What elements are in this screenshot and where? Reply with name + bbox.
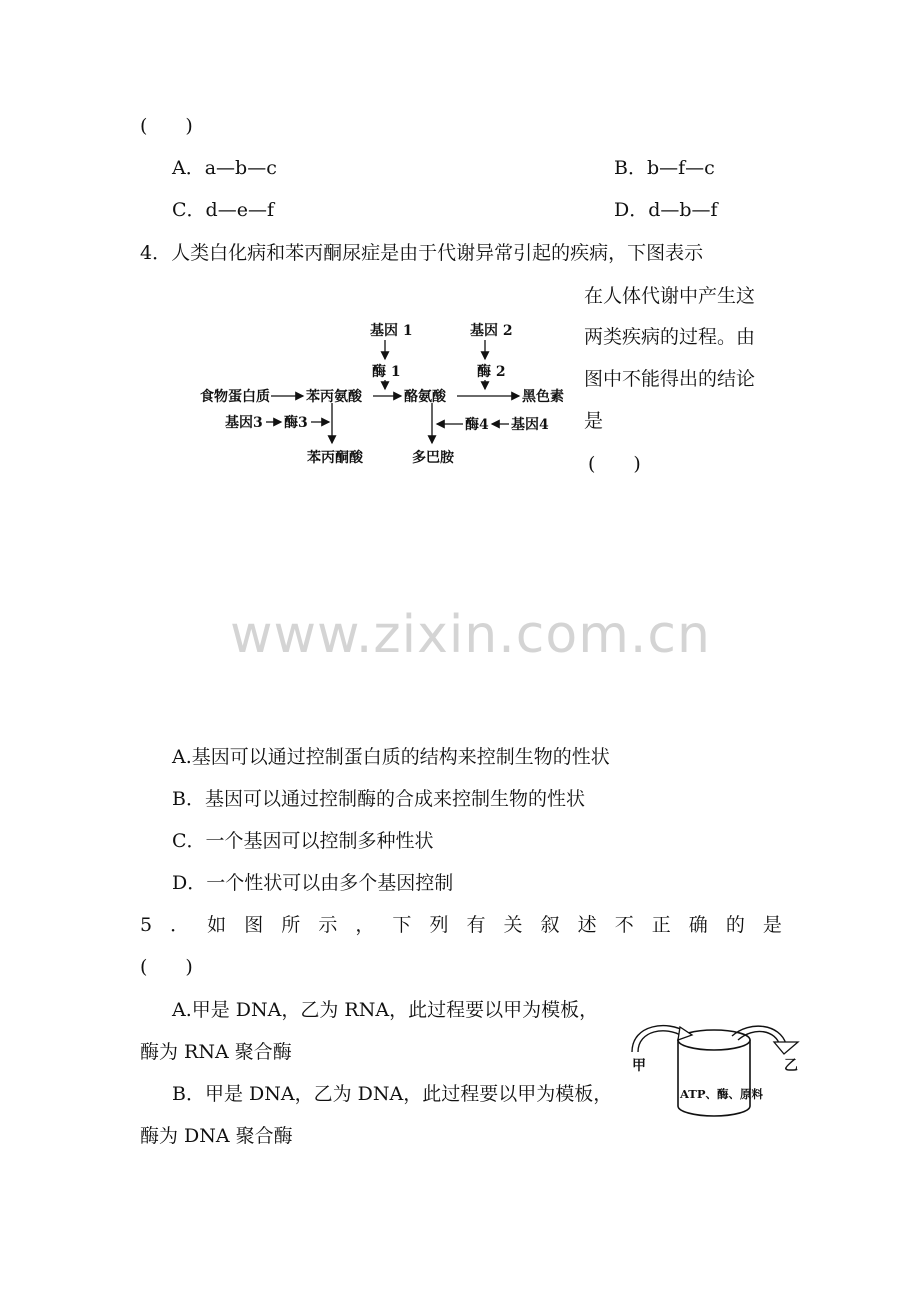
enzyme1-label: 酶 1: [372, 364, 401, 380]
q4-stem: 4．人类白化病和苯丙酮尿症是由于代谢异常引起的疾病，下图表示: [140, 242, 704, 264]
gene4-label: 基因4: [511, 417, 549, 433]
melanin-label: 黑色素: [522, 389, 564, 405]
q5-answer-bracket: ( ): [140, 956, 193, 978]
cylinder-body: [678, 1040, 750, 1116]
watermark: www.zixin.com.cn: [230, 605, 711, 665]
q5-option-a-line1: A.甲是 DNA，乙为 RNA，此过程要以甲为模板，: [172, 999, 599, 1021]
q4-side-line-4: 是: [584, 410, 604, 432]
food-protein-label: 食物蛋白质: [200, 389, 270, 405]
q3-option-a: A．a—b—c: [172, 157, 277, 179]
enzyme2-label: 酶 2: [477, 364, 506, 380]
dopamine-label: 多巴胺: [412, 450, 454, 466]
q4-option-a: A.基因可以通过控制蛋白质的结构来控制生物的性状: [172, 746, 610, 768]
q5-stem: 5 ． 如 图 所 示 ， 下 列 有 关 叙 述 不 正 确 的 是: [140, 914, 782, 936]
metabolism-diagram: [195, 315, 575, 475]
q3-option-d: D．d—b—f: [614, 199, 718, 221]
q5-option-b-line1: B．甲是 DNA，乙为 DNA，此过程要以甲为模板，: [172, 1083, 613, 1105]
gene3-label: 基因3: [225, 415, 263, 431]
q5-option-b-line2: 酶为 DNA 聚合酶: [140, 1125, 293, 1147]
jia-label: 甲: [632, 1058, 646, 1074]
phenylalanine-label: 苯丙氨酸: [306, 389, 362, 405]
cylinder-content-label: ATP、酶、原料: [680, 1087, 763, 1101]
q3-option-b: B．b—f—c: [614, 157, 715, 179]
q4-answer-bracket: ( ): [588, 453, 641, 475]
q3-answer-bracket: ( ): [140, 115, 193, 137]
replication-figure: [620, 1018, 810, 1133]
tyrosine-label: 酪氨酸: [404, 389, 446, 405]
q4-option-d: D．一个性状可以由多个基因控制: [172, 872, 454, 894]
gene1-label: 基因 1: [370, 323, 413, 339]
q4-side-line-2: 两类疾病的过程。由: [584, 326, 756, 348]
phenylpyruvate-label: 苯丙酮酸: [307, 450, 363, 466]
q4-side-line-1: 在人体代谢中产生这: [584, 285, 756, 307]
enzyme3-label: 酶3: [284, 415, 308, 431]
enzyme4-label: 酶4: [465, 417, 489, 433]
q4-option-b: B．基因可以通过控制酶的合成来控制生物的性状: [172, 788, 585, 810]
q5-option-a-line2: 酶为 RNA 聚合酶: [140, 1041, 292, 1063]
q3-option-c: C．d—e—f: [172, 199, 274, 221]
q4-option-c: C．一个基因可以控制多种性状: [172, 830, 434, 852]
q4-side-line-3: 图中不能得出的结论: [584, 368, 756, 390]
gene2-label: 基因 2: [470, 323, 513, 339]
yi-label: 乙: [784, 1058, 798, 1074]
